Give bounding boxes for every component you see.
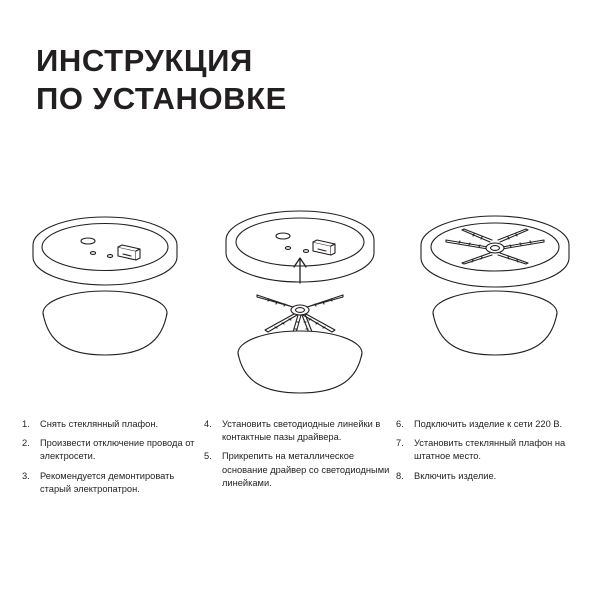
page-title bbox=[36, 42, 556, 118]
step-text: Прикрепить на металлическое основание драйвер со светодиодными линейками. bbox=[222, 451, 390, 488]
figure-remove-diffuser bbox=[10, 185, 200, 400]
instruction-step bbox=[396, 418, 592, 431]
instruction-column-3 bbox=[396, 418, 592, 489]
instruction-step bbox=[204, 450, 394, 490]
step-number: 1. bbox=[22, 419, 30, 429]
instruction-column-1 bbox=[22, 418, 204, 502]
illustration-group bbox=[0, 185, 600, 400]
step-text: Произвести отключение провода от электросети. bbox=[40, 438, 195, 462]
step-text: Подключить изделие к сети 220 В. bbox=[414, 419, 563, 429]
instruction-step bbox=[22, 418, 204, 431]
figure-install-led-strips bbox=[205, 185, 395, 400]
step-text: Установить светодиодные линейки в контактные пазы драйвера. bbox=[222, 419, 381, 443]
step-text: Установить стеклянный плафон на штатное место. bbox=[414, 438, 566, 462]
step-number: 3. bbox=[22, 470, 30, 481]
figure-assembled-fixture bbox=[400, 185, 590, 400]
step-number: 2. bbox=[22, 438, 30, 449]
instruction-column-2 bbox=[204, 418, 394, 496]
step-number: 6. bbox=[396, 419, 404, 429]
page-title-line-1: ИНСТРУКЦИЯ bbox=[36, 43, 253, 78]
step-number: 7. bbox=[396, 438, 404, 449]
step-text: Включить изделие. bbox=[414, 470, 497, 481]
instruction-step bbox=[396, 437, 592, 463]
instruction-step bbox=[204, 418, 394, 444]
instruction-step bbox=[396, 470, 592, 483]
step-number: 4. bbox=[204, 419, 212, 429]
step-number: 5. bbox=[204, 451, 212, 462]
step-text: Рекомендуется демонтировать старый электропатрон. bbox=[40, 470, 175, 494]
instruction-step bbox=[22, 470, 204, 496]
instruction-step bbox=[22, 437, 204, 463]
instruction-columns bbox=[0, 418, 600, 558]
page-title-line-2: ПО УСТАНОВКЕ bbox=[36, 80, 287, 116]
step-number: 8. bbox=[396, 470, 404, 481]
step-text: Снять стеклянный плафон. bbox=[40, 419, 159, 429]
